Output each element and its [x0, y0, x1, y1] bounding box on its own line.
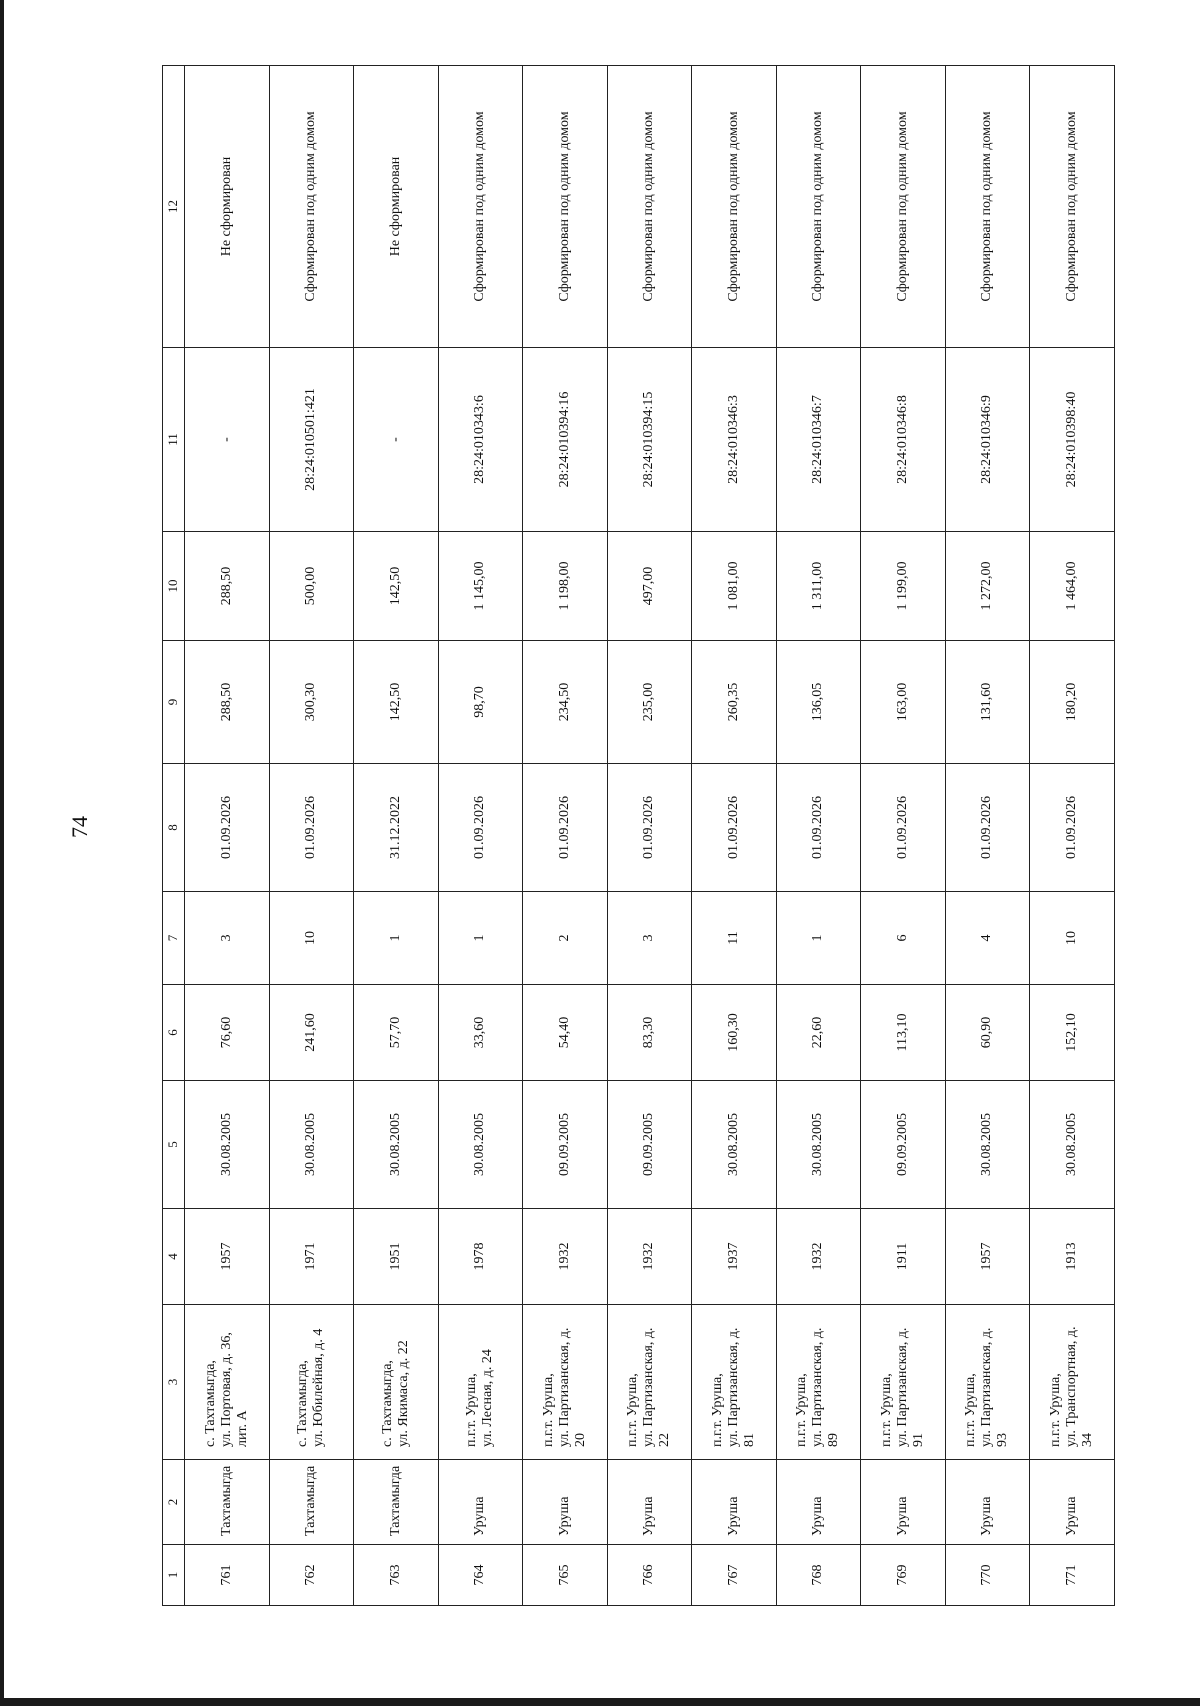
- date-cell: 09.09.2005: [861, 1081, 946, 1209]
- status-cell: Сформирован под одним домом: [861, 66, 946, 348]
- row-number-cell: 767: [692, 1545, 777, 1606]
- year-cell: 1957: [185, 1209, 270, 1305]
- year-cell: 1932: [776, 1209, 861, 1305]
- column-number: 10: [163, 532, 185, 641]
- date-cell: 30.08.2005: [692, 1081, 777, 1209]
- date-cell: 30.08.2005: [776, 1081, 861, 1209]
- address-cell: с. Тахтамыгда, ул. Юбилейная, д. 4: [269, 1305, 354, 1460]
- year-cell: 1951: [354, 1209, 439, 1305]
- locality-cell: Уруша: [945, 1460, 1030, 1545]
- count-cell: 1: [776, 892, 861, 985]
- status-cell: Сформирован под одним домом: [607, 66, 692, 348]
- address-cell: с. Тахтамыгда, ул. Якимаса, д. 22: [354, 1305, 439, 1460]
- row-number-cell: 761: [185, 1545, 270, 1606]
- address-cell: п.г.т. Уруша, ул. Партизанская, д. 91: [861, 1305, 946, 1460]
- status-cell: Сформирован под одним домом: [1030, 66, 1115, 348]
- area-cell: 83,30: [607, 985, 692, 1081]
- date-cell: 09.09.2005: [523, 1081, 608, 1209]
- area-cell-2: 180,20: [1030, 641, 1115, 764]
- area-cell-2: 142,50: [354, 641, 439, 764]
- date-cell: 30.08.2005: [269, 1081, 354, 1209]
- cadastral-number-cell: 28:24:010501:421: [269, 348, 354, 532]
- count-cell: 6: [861, 892, 946, 985]
- locality-cell: Тахтамыгда: [185, 1460, 270, 1545]
- page-edge-bottom: [0, 1698, 1200, 1706]
- address-cell: п.г.т. Уруша, ул. Партизанская, д. 20: [523, 1305, 608, 1460]
- status-cell: Сформирован под одним домом: [692, 66, 777, 348]
- area-cell-3: 288,50: [185, 532, 270, 641]
- area-cell-3: 1 272,00: [945, 532, 1030, 641]
- count-cell: 1: [354, 892, 439, 985]
- status-cell: Сформирован под одним домом: [523, 66, 608, 348]
- cadastral-number-cell: 28:24:010346:7: [776, 348, 861, 532]
- table-row: [354, 66, 439, 1606]
- area-cell-3: 500,00: [269, 532, 354, 641]
- cadastral-number-cell: -: [354, 348, 439, 532]
- cadastral-number-cell: 28:24:010398:40: [1030, 348, 1115, 532]
- cadastral-number-cell: -: [185, 348, 270, 532]
- column-number: 2: [163, 1460, 185, 1545]
- address-cell: с. Тахтамыгда, ул. Портовая, д. 36, лит. А: [185, 1305, 270, 1460]
- area-cell-2: 136,05: [776, 641, 861, 764]
- area-cell: 113,10: [861, 985, 946, 1081]
- status-cell: Сформирован под одним домом: [269, 66, 354, 348]
- area-cell: 57,70: [354, 985, 439, 1081]
- deadline-cell: 01.09.2026: [861, 764, 946, 892]
- area-cell-3: 497,00: [607, 532, 692, 641]
- year-cell: 1911: [861, 1209, 946, 1305]
- locality-cell: Уруша: [776, 1460, 861, 1545]
- area-cell-3: 142,50: [354, 532, 439, 641]
- row-number-cell: 764: [438, 1545, 523, 1606]
- cadastral-number-cell: 28:24:010394:15: [607, 348, 692, 532]
- area-cell-2: 234,50: [523, 641, 608, 764]
- column-number-row: [163, 66, 185, 1606]
- row-number-cell: 768: [776, 1545, 861, 1606]
- year-cell: 1957: [945, 1209, 1030, 1305]
- year-cell: 1937: [692, 1209, 777, 1305]
- count-cell: 4: [945, 892, 1030, 985]
- area-cell-2: 163,00: [861, 641, 946, 764]
- area-cell: 22,60: [776, 985, 861, 1081]
- count-cell: 11: [692, 892, 777, 985]
- address-cell: п.г.т. Уруша, ул. Партизанская, д. 22: [607, 1305, 692, 1460]
- page-number: 74: [67, 816, 92, 838]
- locality-cell: Уруша: [1030, 1460, 1115, 1545]
- address-cell: п.г.т. Уруша, ул. Партизанская, д. 81: [692, 1305, 777, 1460]
- area-cell: 54,40: [523, 985, 608, 1081]
- column-number: 11: [163, 348, 185, 532]
- area-cell-2: 235,00: [607, 641, 692, 764]
- locality-cell: Уруша: [692, 1460, 777, 1545]
- column-number: 1: [163, 1545, 185, 1606]
- count-cell: 10: [1030, 892, 1115, 985]
- column-number: 9: [163, 641, 185, 764]
- deadline-cell: 01.09.2026: [1030, 764, 1115, 892]
- area-cell-2: 288,50: [185, 641, 270, 764]
- address-cell: п.г.т. Уруша, ул. Лесная, д. 24: [438, 1305, 523, 1460]
- year-cell: 1971: [269, 1209, 354, 1305]
- column-number: 5: [163, 1081, 185, 1209]
- deadline-cell: 01.09.2026: [523, 764, 608, 892]
- year-cell: 1932: [523, 1209, 608, 1305]
- locality-cell: Уруша: [438, 1460, 523, 1545]
- cadastral-number-cell: 28:24:010394:16: [523, 348, 608, 532]
- deadline-cell: 01.09.2026: [776, 764, 861, 892]
- column-number: 4: [163, 1209, 185, 1305]
- status-cell: Не сформирован: [185, 66, 270, 348]
- table-row: [523, 66, 608, 1606]
- area-cell-3: 1 198,00: [523, 532, 608, 641]
- column-number: 7: [163, 892, 185, 985]
- area-cell-3: 1 464,00: [1030, 532, 1115, 641]
- table-row: [945, 66, 1030, 1606]
- table-row: [692, 66, 777, 1606]
- area-cell-3: 1 081,00: [692, 532, 777, 641]
- area-cell-2: 300,30: [269, 641, 354, 764]
- table-row: [607, 66, 692, 1606]
- date-cell: 30.08.2005: [1030, 1081, 1115, 1209]
- area-cell: 241,60: [269, 985, 354, 1081]
- column-number: 3: [163, 1305, 185, 1460]
- table-row: [185, 66, 270, 1606]
- deadline-cell: 31.12.2022: [354, 764, 439, 892]
- row-number-cell: 765: [523, 1545, 608, 1606]
- locality-cell: Тахтамыгда: [354, 1460, 439, 1545]
- date-cell: 30.08.2005: [354, 1081, 439, 1209]
- row-number-cell: 771: [1030, 1545, 1115, 1606]
- area-cell: 76,60: [185, 985, 270, 1081]
- year-cell: 1978: [438, 1209, 523, 1305]
- count-cell: 1: [438, 892, 523, 985]
- page-edge-left: [0, 0, 4, 1706]
- locality-cell: Уруша: [523, 1460, 608, 1545]
- table-row: [776, 66, 861, 1606]
- status-cell: Сформирован под одним домом: [945, 66, 1030, 348]
- year-cell: 1913: [1030, 1209, 1115, 1305]
- area-cell-3: 1 145,00: [438, 532, 523, 641]
- deadline-cell: 01.09.2026: [269, 764, 354, 892]
- status-cell: Сформирован под одним домом: [438, 66, 523, 348]
- area-cell-2: 131,60: [945, 641, 1030, 764]
- date-cell: 09.09.2005: [607, 1081, 692, 1209]
- area-cell: 33,60: [438, 985, 523, 1081]
- date-cell: 30.08.2005: [185, 1081, 270, 1209]
- address-cell: п.г.т. Уруша, ул. Партизанская, д. 93: [945, 1305, 1030, 1460]
- table-row: [861, 66, 946, 1606]
- address-cell: п.г.т. Уруша, ул. Транспортная, д. 34: [1030, 1305, 1115, 1460]
- table-row: [438, 66, 523, 1606]
- row-number-cell: 766: [607, 1545, 692, 1606]
- column-number: 12: [163, 66, 185, 348]
- area-cell: 60,90: [945, 985, 1030, 1081]
- cadastral-number-cell: 28:24:010346:9: [945, 348, 1030, 532]
- deadline-cell: 01.09.2026: [607, 764, 692, 892]
- year-cell: 1932: [607, 1209, 692, 1305]
- row-number-cell: 770: [945, 1545, 1030, 1606]
- deadline-cell: 01.09.2026: [692, 764, 777, 892]
- cadastral-number-cell: 28:24:010346:8: [861, 348, 946, 532]
- address-cell: п.г.т. Уруша, ул. Партизанская, д. 89: [776, 1305, 861, 1460]
- table-body: [185, 66, 1115, 1606]
- table-row: [1030, 66, 1115, 1606]
- area-cell-2: 260,35: [692, 641, 777, 764]
- count-cell: 2: [523, 892, 608, 985]
- area-cell-3: 1 199,00: [861, 532, 946, 641]
- locality-cell: Уруша: [607, 1460, 692, 1545]
- area-cell: 152,10: [1030, 985, 1115, 1081]
- row-number-cell: 763: [354, 1545, 439, 1606]
- registry-table: [162, 65, 1115, 1606]
- row-number-cell: 762: [269, 1545, 354, 1606]
- row-number-cell: 769: [861, 1545, 946, 1606]
- status-cell: Сформирован под одним домом: [776, 66, 861, 348]
- registry-table-wrapper: [162, 66, 1118, 1606]
- locality-cell: Уруша: [861, 1460, 946, 1545]
- count-cell: 3: [185, 892, 270, 985]
- deadline-cell: 01.09.2026: [185, 764, 270, 892]
- date-cell: 30.08.2005: [438, 1081, 523, 1209]
- area-cell-2: 98,70: [438, 641, 523, 764]
- locality-cell: Тахтамыгда: [269, 1460, 354, 1545]
- date-cell: 30.08.2005: [945, 1081, 1030, 1209]
- column-number: 8: [163, 764, 185, 892]
- area-cell: 160,30: [692, 985, 777, 1081]
- status-cell: Не сформирован: [354, 66, 439, 348]
- cadastral-number-cell: 28:24:010343:6: [438, 348, 523, 532]
- count-cell: 3: [607, 892, 692, 985]
- column-number: 6: [163, 985, 185, 1081]
- deadline-cell: 01.09.2026: [438, 764, 523, 892]
- table-row: [269, 66, 354, 1606]
- deadline-cell: 01.09.2026: [945, 764, 1030, 892]
- area-cell-3: 1 311,00: [776, 532, 861, 641]
- cadastral-number-cell: 28:24:010346:3: [692, 348, 777, 532]
- count-cell: 10: [269, 892, 354, 985]
